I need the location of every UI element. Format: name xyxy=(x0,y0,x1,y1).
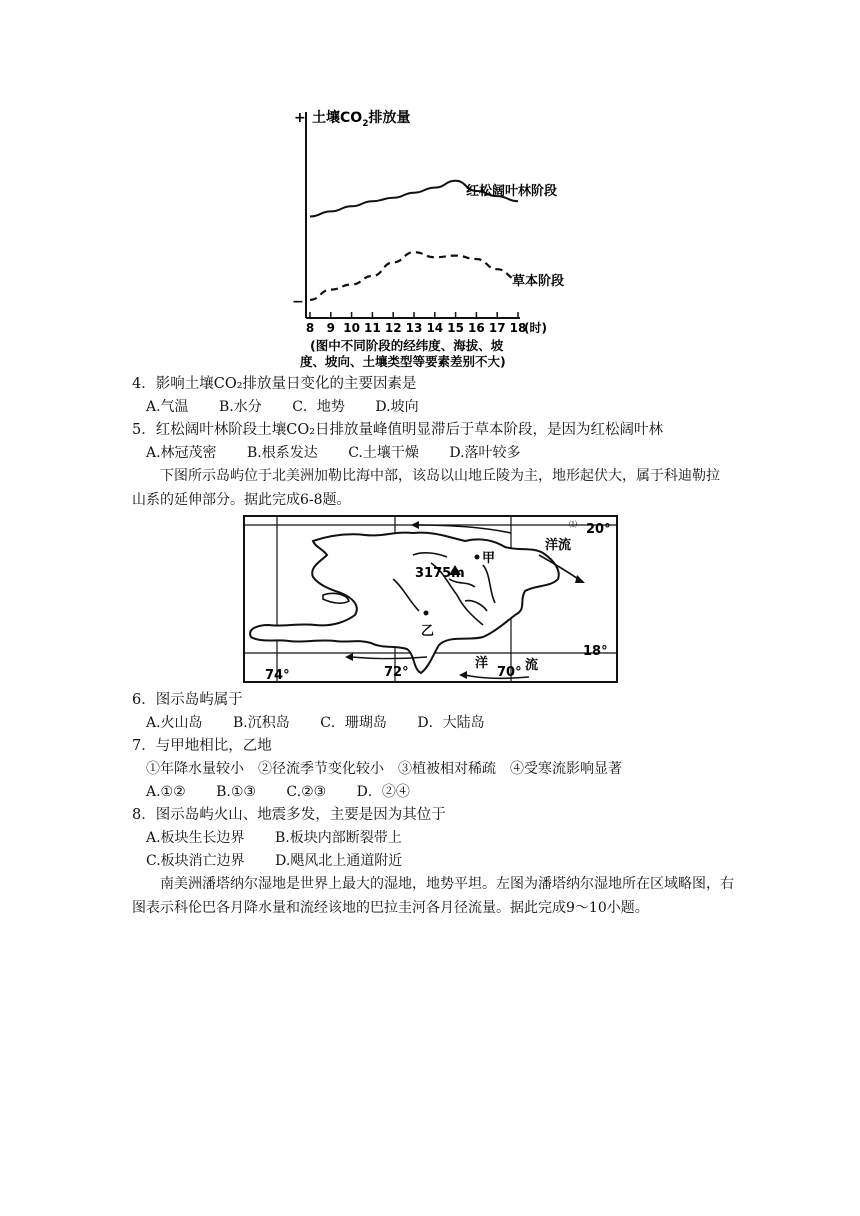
question-8-options-row1 xyxy=(146,828,428,848)
series-label-upper: 红松阔叶林阶段 xyxy=(466,184,558,199)
series-label-lower: 草本阶段 xyxy=(512,274,565,289)
question-4-options xyxy=(146,397,445,417)
lon-70-label: 70° xyxy=(497,665,522,680)
option-a[interactable]: A.板块生长边界 xyxy=(146,830,245,846)
question-7-statements: ①年降水量较小 ②径流季节变化较小 ③植被相对稀疏 ④受寒流影响显著 xyxy=(146,761,622,777)
place-yi-label: 乙 xyxy=(421,624,435,639)
x-tick-label: 17 xyxy=(488,321,506,335)
series-line-lower xyxy=(310,252,518,300)
passage-pantanal: 南美洲潘塔纳尔湿地是世界上最大的湿地，地势平坦。左图为潘塔纳尔湿地所在区域略图，右图表示科伦巴各月降水量和流经该地的巴拉圭河各月径流量。据此完成9～10小题。 xyxy=(132,876,734,916)
y-axis-title: 土壤$CO_2$排放量 xyxy=(312,110,411,129)
x-tick-label: 14 xyxy=(426,321,444,335)
lat-18-label: 18° xyxy=(583,644,608,659)
lon-72-label: 72° xyxy=(384,665,409,680)
place-jia-label: 甲 xyxy=(482,551,496,566)
question-7: 7．与甲地相比，乙地 xyxy=(132,738,272,754)
question-5: 5．红松阔叶林阶段土壤CO₂日排放量峰值明显滞后于草本阶段，是因为红松阔叶林 xyxy=(132,422,664,438)
option-a[interactable]: A.①② xyxy=(146,784,186,800)
x-tick-label: 13 xyxy=(405,321,423,335)
question-7-options xyxy=(146,782,436,802)
co2-chart xyxy=(280,100,600,370)
x-tick-label: 12 xyxy=(384,321,402,335)
question-6: 6．图示岛屿属于 xyxy=(132,692,243,708)
question-8-options-row2 xyxy=(146,851,428,871)
current-label-top: 洋流 xyxy=(545,538,572,553)
current-label-bottom-a: 洋 xyxy=(475,656,489,671)
option-d[interactable]: D．大陆岛 xyxy=(417,715,485,731)
option-d[interactable]: D.飓风北上通道附近 xyxy=(275,853,403,869)
place-jia-dot xyxy=(475,555,480,560)
option-a[interactable]: A.气温 xyxy=(146,399,189,415)
x-axis-unit: (时) xyxy=(524,321,547,335)
x-tick-label: 8 xyxy=(305,321,315,335)
option-a[interactable]: A.林冠茂密 xyxy=(146,445,217,461)
figure-note-line2: 度、坡向、土壤类型等要素差别不大) xyxy=(300,354,506,369)
option-c[interactable]: C.②③ xyxy=(286,784,327,800)
x-tick-label: 11 xyxy=(364,321,381,335)
lat-20-label: 20° xyxy=(586,522,611,537)
y-axis-plus: + xyxy=(294,110,306,126)
x-tick-label: 18 xyxy=(509,321,527,335)
y-axis-minus: − xyxy=(292,294,304,310)
figure-note-line1: (图中不同阶段的经纬度、海拔、坡 xyxy=(310,338,504,353)
x-tick-label: 9 xyxy=(326,321,335,335)
option-d[interactable]: D．②④ xyxy=(356,784,410,800)
question-6-options xyxy=(146,713,511,733)
option-c[interactable]: C．珊瑚岛 xyxy=(320,715,387,731)
question-4: 4．影响土壤CO₂排放量日变化的主要因素是 xyxy=(132,376,417,392)
x-tick-label: 15 xyxy=(447,321,464,335)
passage-island: 下图所示岛屿位于北美洲加勒比海中部，该岛以山地丘陵为主，地形起伏大，属于科迪勒拉山系的延伸部分。据此完成6-8题。 xyxy=(132,468,720,508)
option-d[interactable]: D.落叶较多 xyxy=(449,445,521,461)
question-8: 8．图示岛屿火山、地震多发，主要是因为其位于 xyxy=(132,807,446,823)
x-tick-label: 16 xyxy=(468,321,485,335)
place-yi-dot xyxy=(424,611,429,616)
x-tick-labels xyxy=(306,321,527,335)
x-tick-label: 10 xyxy=(343,321,360,335)
option-b[interactable]: B.水分 xyxy=(219,399,262,415)
option-b[interactable]: B.沉积岛 xyxy=(233,715,290,731)
lon-74-label: 74° xyxy=(265,668,290,683)
corner-mark: ⑴ xyxy=(569,520,577,529)
option-c[interactable]: C．地势 xyxy=(292,399,345,415)
island-map xyxy=(243,515,618,683)
option-b[interactable]: B.根系发达 xyxy=(247,445,318,461)
question-5-options xyxy=(146,443,547,463)
current-label-bottom-b: 流 xyxy=(525,658,539,673)
option-b[interactable]: B.①③ xyxy=(216,784,256,800)
peak-elevation: 3175m xyxy=(415,566,465,581)
option-d[interactable]: D.坡向 xyxy=(375,399,419,415)
option-c[interactable]: C.板块消亡边界 xyxy=(146,853,245,869)
option-a[interactable]: A.火山岛 xyxy=(146,715,203,731)
option-b[interactable]: B.板块内部断裂带上 xyxy=(275,830,402,846)
option-c[interactable]: C.土壤干燥 xyxy=(348,445,419,461)
